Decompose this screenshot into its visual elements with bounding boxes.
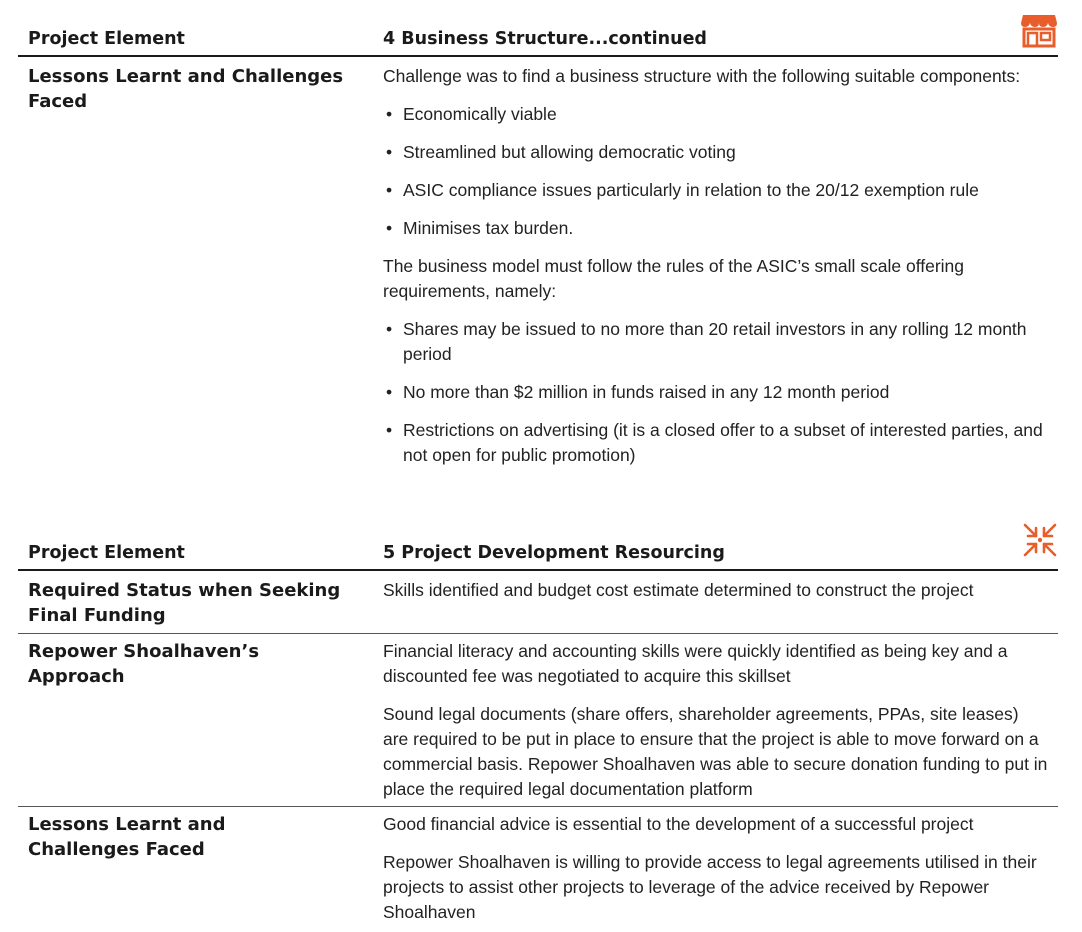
row-label: Required Status when Seeking Final Funding — [28, 580, 341, 626]
paragraph: Financial literacy and accounting skills were quickly identified as being key and a discounted fee was negotiated to acquire this skillset — [383, 641, 1008, 686]
row-label: Lessons Learnt and Challenges Faced — [28, 66, 344, 112]
list-item: • No more than $2 million in funds raised in any 12 month period — [383, 380, 1043, 405]
list-item: • Shares may be issued to no more than 20 retail investors in any rolling 12 month period — [383, 317, 1043, 367]
section-4-header-row — [18, 20, 1058, 57]
shopfront-icon — [1020, 12, 1058, 48]
section-4-col2-header: 4 Business Structure...continued — [383, 29, 707, 49]
section-4-row-lessons — [18, 57, 1058, 468]
components-list — [383, 102, 1058, 241]
row-content — [383, 64, 1058, 468]
section-5-row-approach — [18, 634, 1058, 807]
row-label: Lessons Learnt and Challenges Faced — [28, 814, 226, 860]
asic-rules-text: The business model must follow the rules of the ASIC’s small scale offering requirements, namely: — [383, 256, 965, 301]
section-4-col1-header: Project Element — [28, 29, 185, 49]
asic-rules-list — [383, 317, 1043, 468]
list-item: • ASIC compliance issues particularly in relation to the 20/12 exemption rule — [383, 178, 1058, 203]
paragraph: Skills identified and budget cost estimate determined to construct the project — [383, 580, 974, 600]
row-content — [383, 571, 1058, 603]
row-content — [383, 807, 1048, 925]
section-4-table — [18, 20, 1058, 468]
paragraph: Sound legal documents (share offers, shareholder agreements, PPAs, site leases) are required to be put in place to ensure that the project is able to move forward on a commercial basis. Repower Shoalhaven was able to secure donation funding to put in place the required legal documentation platform — [383, 704, 1048, 799]
paragraph: Repower Shoalhaven is willing to provide access to legal agreements utilised in their projects to assist other projects to leverage of the advice received by Repower Shoalhaven — [383, 852, 1037, 922]
row-content — [383, 634, 1048, 802]
list-item: • Economically viable — [383, 102, 1058, 127]
section-5-col1-header: Project Element — [28, 543, 185, 563]
section-5-row-lessons — [18, 807, 1058, 925]
row-label: Repower Shoalhaven’s Approach — [28, 641, 260, 687]
list-item: • Restrictions on advertising (it is a closed offer to a subset of interested parties, and not open for public promotion) — [383, 418, 1043, 468]
section-5-col2-header: 5 Project Development Resourcing — [383, 543, 725, 563]
list-item: • Minimises tax burden. — [383, 216, 1058, 241]
section-5-header-row — [18, 534, 1058, 571]
paragraph: Good financial advice is essential to the development of a successful project — [383, 814, 974, 834]
list-item: • Streamlined but allowing democratic voting — [383, 140, 1058, 165]
section-5-row-required-status — [18, 571, 1058, 634]
section-5-table — [18, 534, 1058, 925]
intro-text: Challenge was to find a business structure with the following suitable components: — [383, 66, 1021, 86]
arrows-inward-icon — [1022, 522, 1058, 558]
